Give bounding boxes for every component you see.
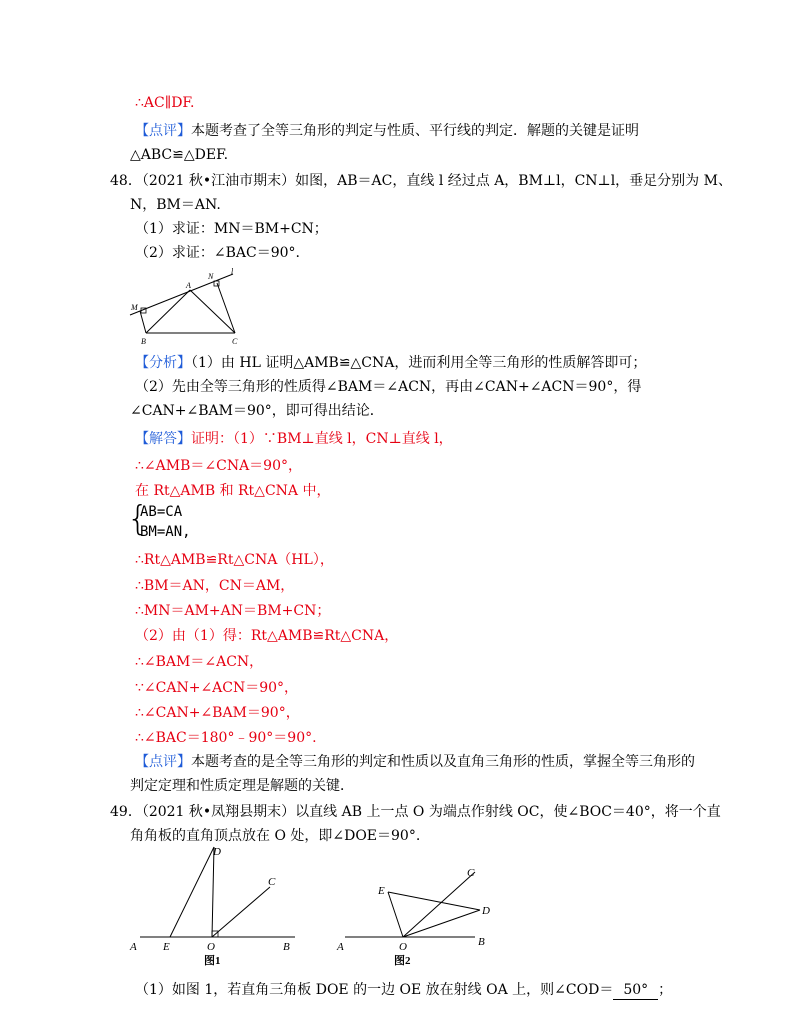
label-e: E — [163, 941, 170, 953]
label-b: B — [141, 337, 146, 346]
q48-solution-line3: 在 Rt△AMB 和 Rt△CNA 中， — [135, 483, 331, 499]
prev-comment-line2: △ABC≌△DEF. — [130, 147, 229, 163]
label-c: C — [268, 876, 276, 888]
q48-analysis-line2: （2）先由全等三角形的性质得∠BAM＝∠ACN，再由∠CAN+∠ACN＝90°，得 — [135, 379, 642, 395]
q49-part1-suffix: ； — [658, 982, 673, 998]
line-l — [130, 274, 233, 315]
segment-od — [403, 910, 480, 937]
q49-figure-2 — [325, 842, 500, 967]
q48-comment-line2: 判定定理和性质定理是解题的关键． — [130, 778, 354, 794]
segment-ac — [190, 290, 235, 333]
q48-analysis-text1: （1）由 HL 证明△AMB≌△CNA，进而利用全等三角形的性质解答即可； — [191, 355, 647, 371]
q48-comment-text1: 本题考查的是全等三角形的判定和性质以及直角三角形的性质，掌握全等三角形的 — [191, 754, 695, 770]
q48-solution-line2: ∴∠AMB＝∠CNA＝90°， — [135, 458, 302, 474]
segment-ed — [388, 892, 480, 910]
q49-part1-answer: 50° — [613, 981, 658, 1000]
q49-figure-1 — [125, 842, 300, 967]
segment-de — [170, 847, 214, 937]
prev-comment-line1 — [135, 122, 639, 140]
q49-part1-prefix: （1）如图 1，若直角三角板 DOE 的一边 OE 放在射线 OA 上，则∠COD＝ — [135, 982, 614, 998]
fig1-caption: 图1 — [204, 955, 221, 967]
q48-solution-line8: ∴∠BAM＝∠ACN， — [135, 654, 264, 670]
equation-system-brace: { — [127, 499, 149, 539]
q48-comment-tag: 【点评】 — [135, 754, 191, 770]
label-a: A — [186, 281, 191, 290]
equation-system-line2: BM=AN, — [140, 524, 191, 540]
fig2-caption: 图2 — [394, 955, 411, 967]
segment-cn — [217, 283, 235, 333]
q48-solution-tag: 【解答】 — [135, 431, 191, 447]
label-d: D — [482, 905, 490, 917]
segment-od — [212, 847, 214, 937]
q48-solution-line11: ∴∠BAC＝180°﹣90°＝90°. — [135, 730, 317, 746]
q48-analysis-line1 — [135, 354, 646, 372]
prev-comment-text: 本题考查了全等三角形的判定与性质、平行线的判定．解题的关键是证明 — [191, 123, 639, 139]
label-l: l — [231, 267, 234, 276]
equation-system-line1: AB=CA — [140, 504, 183, 520]
label-e: E — [378, 885, 385, 897]
label-d: D — [213, 846, 221, 858]
prev-comment-tag: 【点评】 — [135, 123, 191, 139]
q48-solution-line4: ∴Rt△AMB≌Rt△CNA（HL）， — [135, 552, 334, 568]
q48-solution-text1: 证明：（1）∵BM⊥直线 l，CN⊥直线 l， — [191, 431, 453, 447]
label-o: O — [207, 941, 215, 953]
label-a: A — [337, 941, 344, 953]
prev-conclusion: ∴AC∥DF. — [135, 95, 195, 111]
q48-stem-line1: 48．（2021 秋•江油市期末）如图，AB＝AC，直线 l 经过点 A，BM⊥l，CN⊥l，垂足分别为 M、 — [110, 173, 732, 189]
q48-figure — [128, 266, 246, 348]
q48-stem-line2: N，BM＝AN. — [130, 197, 221, 213]
ray-oc — [212, 887, 270, 937]
q48-part2: （2）求证：∠BAC＝90°. — [135, 245, 301, 261]
q48-comment-line1 — [135, 753, 695, 771]
q49-stem-line1: 49．（2021 秋•凤翔县期末）以直线 AB 上一点 O 为端点作射线 OC，使∠BOC＝40°，将一个直 — [110, 804, 721, 820]
q49-part1 — [135, 981, 672, 1000]
segment-oe — [388, 892, 403, 937]
q48-part1: （1）求证：MN＝BM+CN； — [135, 221, 328, 237]
q48-analysis-line3: ∠CAN+∠BAM＝90°，即可得出结论． — [130, 403, 384, 419]
q48-analysis-tag: 【分析】 — [135, 355, 191, 371]
segment-bm — [140, 311, 146, 333]
q48-solution-line10: ∴∠CAN+∠BAM＝90°， — [135, 705, 300, 721]
ray-oc — [403, 872, 475, 937]
q49-stem-line2: 角角板的直角顶点放在 O 处，即∠DOE＝90°. — [130, 828, 421, 844]
q48-solution-line6: ∴MN＝AM+AN＝BM+CN； — [135, 603, 331, 619]
label-o: O — [399, 941, 407, 953]
label-n: N — [208, 272, 214, 281]
label-b: B — [283, 941, 290, 953]
label-c: C — [232, 337, 238, 346]
q48-solution-line1 — [135, 430, 453, 448]
label-a: A — [130, 941, 137, 953]
label-b: B — [478, 936, 485, 948]
q48-solution-line5: ∴BM＝AN，CN＝AM， — [135, 578, 295, 594]
label-c: C — [467, 867, 475, 879]
segment-ab — [146, 290, 190, 333]
label-m: M — [131, 303, 138, 312]
q48-solution-line7: （2）由（1）得：Rt△AMB≌Rt△CNA， — [135, 628, 399, 644]
q48-solution-line9: ∵∠CAN+∠ACN＝90°， — [135, 680, 299, 696]
